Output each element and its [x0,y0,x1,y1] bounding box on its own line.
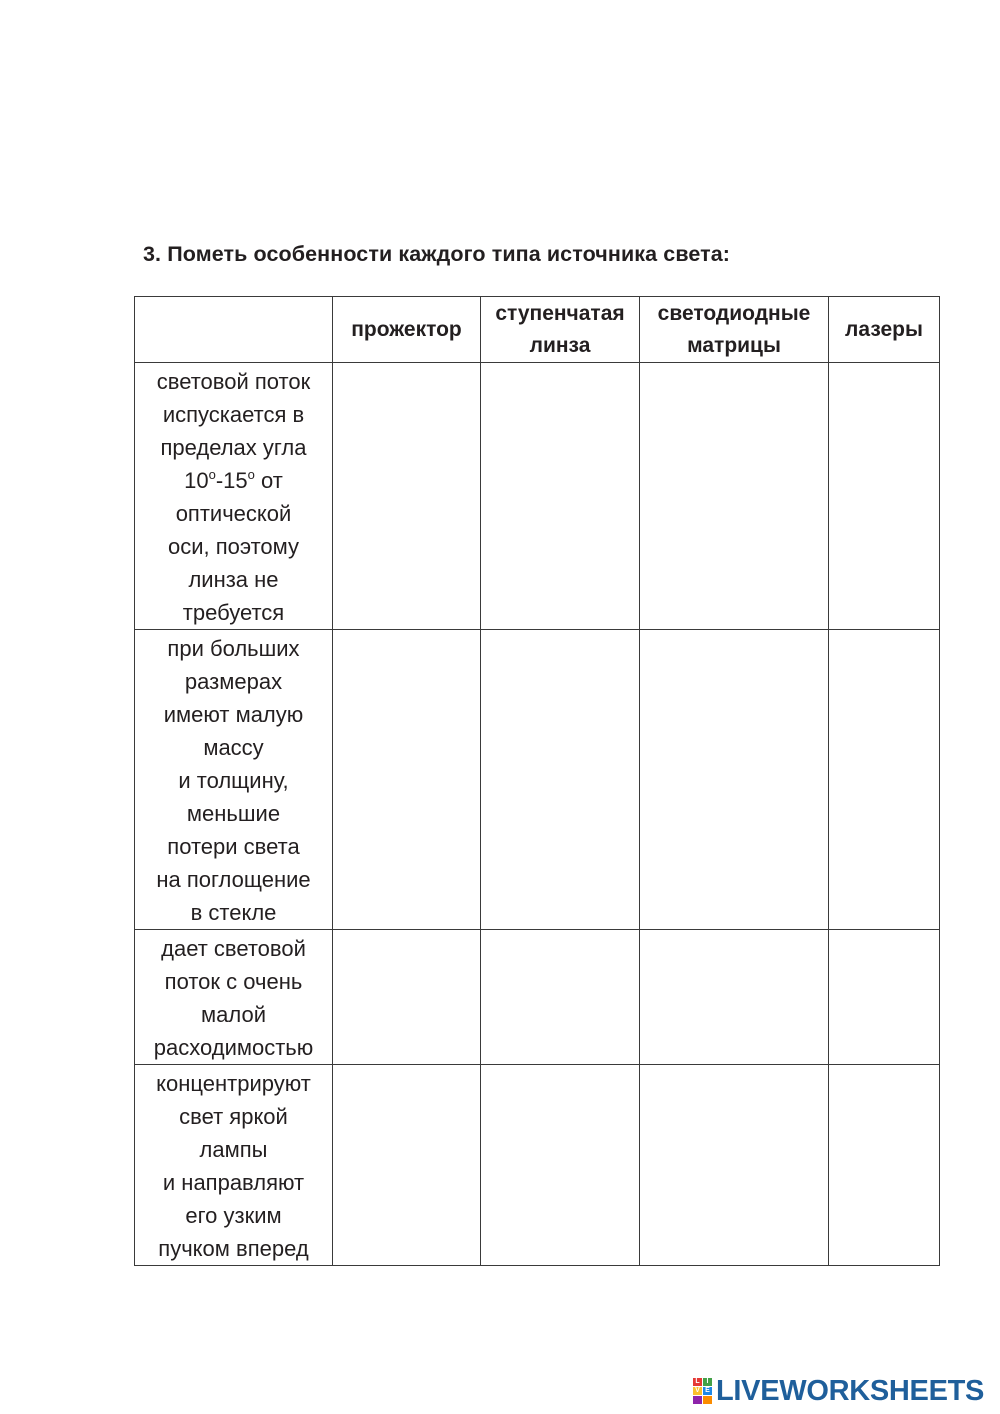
liveworksheets-logo-icon [693,1378,713,1404]
answer-cell-r3-led-matrix[interactable] [640,930,829,1065]
row-header-line: оптической [175,501,292,526]
angle-suffix: от [254,468,283,493]
logo-block [703,1396,712,1404]
logo-block: E [703,1387,712,1395]
row-header-line: при больших [167,636,300,661]
task-title: 3. Пометь особенности каждого типа источника света: [143,242,731,266]
row-header-line: меньшие [186,801,281,826]
column-header-label: светодиодные [657,301,811,325]
column-header-projector [333,297,481,363]
row-header-line: его узким [185,1203,282,1228]
logo-block: V [693,1387,702,1395]
row-header-line: в стекле [190,900,277,925]
answer-cell-r4-led-matrix[interactable] [640,1065,829,1266]
degree-mark: o [247,467,255,482]
corner-cell [135,297,333,363]
row-header-feature-2 [135,630,333,930]
answer-cell-r1-lasers[interactable] [829,363,940,630]
row-header-line: лампы [199,1137,268,1162]
answer-cell-r2-step-lens[interactable] [481,630,640,930]
header-row [135,297,940,363]
column-header-led-matrix [640,297,829,363]
liveworksheets-logo [693,1374,984,1408]
row-header-line: пределах угла [160,435,307,460]
row-header-line: потери света [167,834,300,859]
row-header-line: размерах [184,669,283,694]
row-header-line: световой поток [156,369,311,394]
row-header-line: свет яркой [179,1104,288,1129]
answer-cell-r3-step-lens[interactable] [481,930,640,1065]
row-header-line: испускается в [162,402,305,427]
answer-cell-r4-lasers[interactable] [829,1065,940,1266]
answer-cell-r2-lasers[interactable] [829,630,940,930]
answer-cell-r1-led-matrix[interactable] [640,363,829,630]
table-row [135,1065,940,1266]
row-header-line: концентрируют [156,1071,311,1096]
column-header-lasers [829,297,940,363]
column-header-label: лазеры [845,317,923,341]
table-row [135,363,940,630]
answer-cell-r3-projector[interactable] [333,930,481,1065]
answer-cell-r1-projector[interactable] [333,363,481,630]
row-header-line: расходимостью [153,1035,314,1060]
column-header-label: матрицы [687,333,781,357]
column-header-label: ступенчатая [495,301,625,325]
row-header-line: на поглощение [156,867,311,892]
column-header-label: прожектор [351,317,462,341]
answer-cell-r2-projector[interactable] [333,630,481,930]
answer-cell-r4-step-lens[interactable] [481,1065,640,1266]
row-header-line: и направляют [162,1170,305,1195]
row-header-line-angle [135,464,332,497]
row-header-line: массу [203,735,264,760]
row-header-line: и толщину, [178,768,289,793]
row-header-line: имеют малую [163,702,304,727]
answer-cell-r3-lasers[interactable] [829,930,940,1065]
row-header-line: требуется [182,600,285,625]
row-header-line: дает световой [161,936,306,961]
features-table [134,296,940,1266]
logo-block: I [703,1378,712,1386]
liveworksheets-logo-text: LIVEWORKSHEETS [716,1374,985,1407]
column-header-step-lens [481,297,640,363]
angle-value-end: -15 [215,468,248,493]
degree-mark: o [208,467,216,482]
row-header-line: линза не [188,567,279,592]
answer-cell-r4-projector[interactable] [333,1065,481,1266]
row-header-feature-1 [135,363,333,630]
row-header-line: пучком вперед [158,1236,309,1261]
row-header-feature-3 [135,930,333,1065]
logo-block: L [693,1378,702,1386]
row-header-line: оси, поэтому [167,534,300,559]
table-row [135,930,940,1065]
row-header-line: малой [201,1002,266,1027]
logo-block [693,1396,702,1404]
row-header-feature-4 [135,1065,333,1266]
angle-value-start: 10 [184,468,209,493]
answer-cell-r1-step-lens[interactable] [481,363,640,630]
table-row [135,630,940,930]
answer-cell-r2-led-matrix[interactable] [640,630,829,930]
column-header-label: линза [529,333,591,357]
row-header-line: поток с очень [164,969,303,994]
